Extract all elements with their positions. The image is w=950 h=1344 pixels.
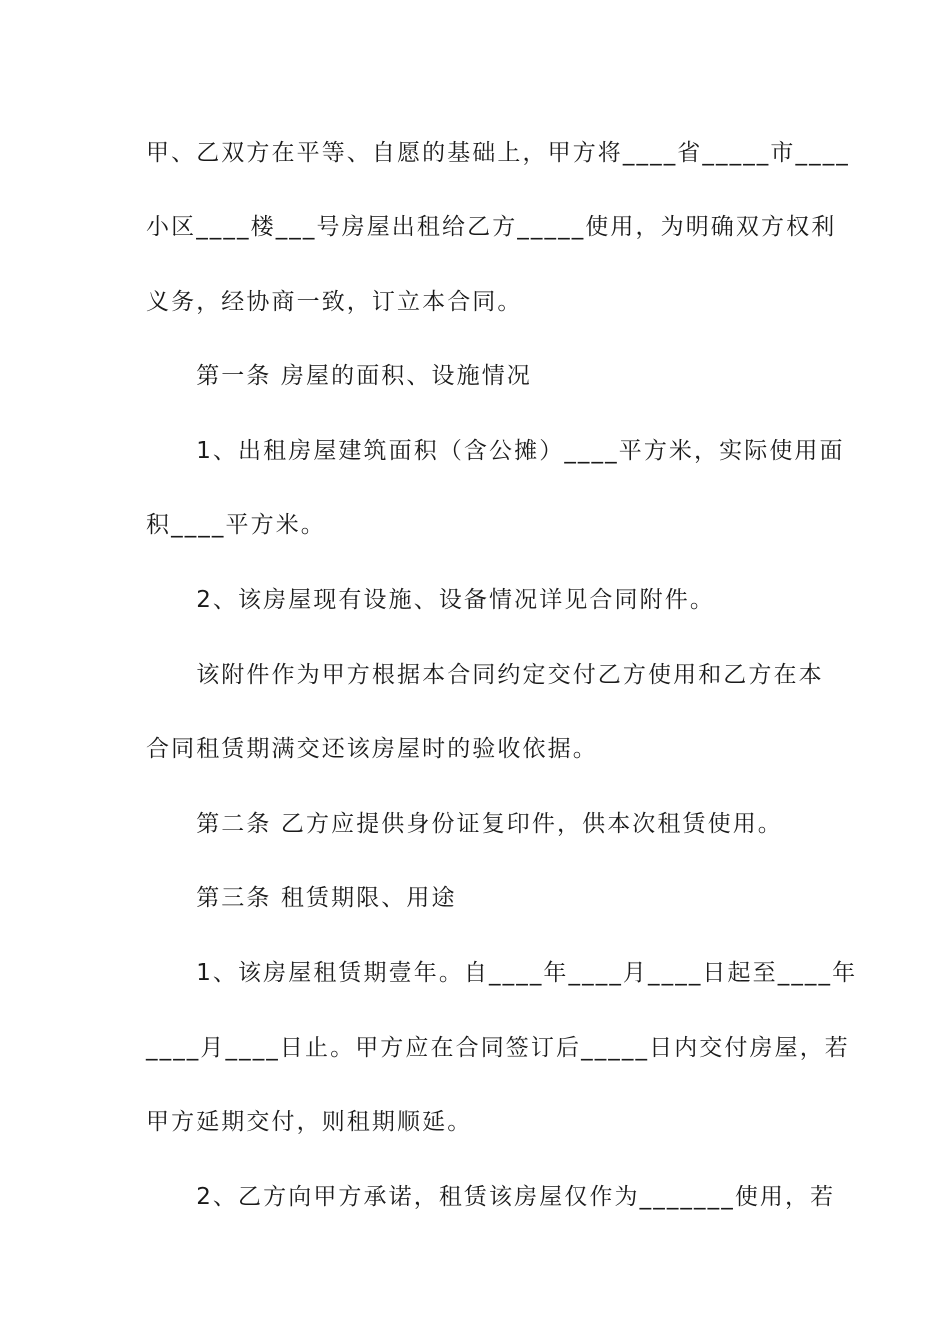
text-line: 该附件作为甲方根据本合同约定交付乙方使用和乙方在本: [146, 662, 824, 688]
text-line: 合同租赁期满交还该房屋时的验收依据。: [146, 736, 598, 762]
text-line: 1、出租房屋建筑面积（含公摊）____平方米，实际使用面: [146, 438, 845, 464]
text-line: 甲方延期交付，则租期顺延。: [146, 1109, 473, 1135]
text-line: 1、该房屋租赁期壹年。自____年____月____日起至____年: [146, 960, 858, 986]
text-line: 甲、乙双方在平等、自愿的基础上，甲方将____省_____市____: [146, 140, 850, 166]
text-line: 2、该房屋现有设施、设备情况详见合同附件。: [146, 587, 715, 613]
article-heading: 第一条 房屋的面积、设施情况: [146, 363, 532, 389]
article-heading: 第二条 乙方应提供身份证复印件，供本次租赁使用。: [146, 811, 783, 837]
text-line: 积____平方米。: [146, 512, 326, 538]
text-line: 2、乙方向甲方承诺，租赁该房屋仅作为_______使用，若: [146, 1184, 836, 1210]
text-line: 义务，经协商一致，订立本合同。: [146, 289, 523, 315]
article-heading: 第三条 租赁期限、用途: [146, 885, 457, 911]
text-line: 小区____楼___号房屋出租给乙方_____使用，为明确双方权利: [146, 214, 837, 240]
text-line: ____月____日止。甲方应在合同签订后_____日内交付房屋，若: [146, 1035, 850, 1061]
